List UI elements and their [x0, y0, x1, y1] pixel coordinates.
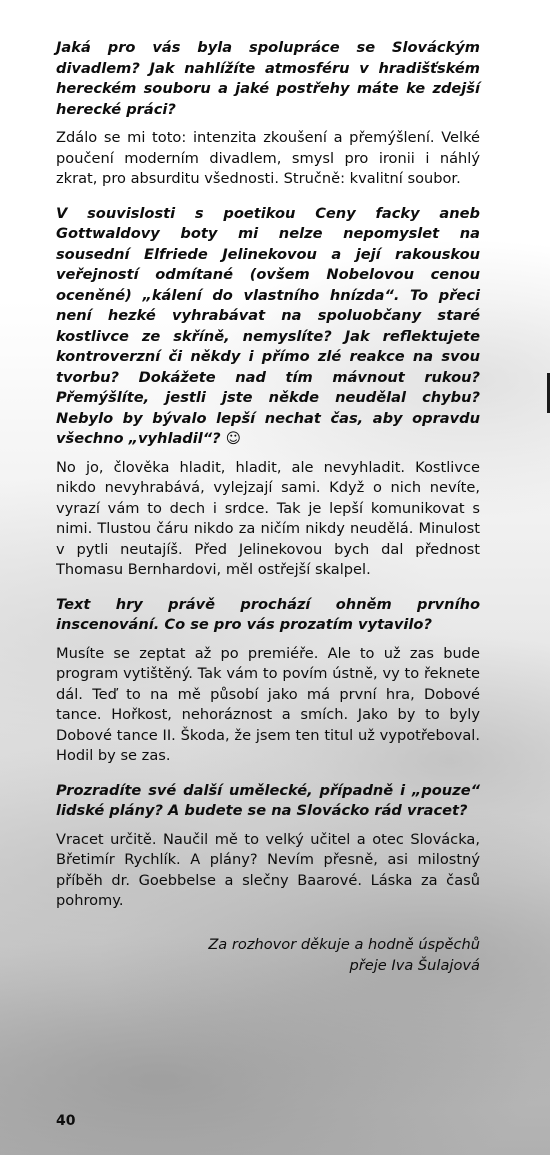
interview-question: Jaká pro vás byla spolupráce se Slováckým divadlem? Jak nahlížíte atmosféru v hradišťském hereckém souboru a jaké postřehy máte ke zdejší herecké práci?: [56, 39, 480, 118]
interview-block-2: [56, 204, 480, 581]
interview-answer: Vracet určitě. Naučil mě to velký učitel a otec Slovácka, Břetimír Rychlík. A plány? Nevím přesně, asi milostný příběh dr. Goebbelse a slečny Baarové. Láska za časů pohromy.: [56, 830, 480, 909]
interview-answer: Zdálo se mi toto: intenzita zkoušení a přemýšlení. Velké poučení moderním divadlem, smysl pro ironii i náhlý zkrat, pro absurditu všednosti. Stručně: kvalitní soubor.: [56, 129, 480, 187]
signature-line-author: přeje Iva Šulajová: [349, 956, 480, 974]
interview-signature: [56, 934, 480, 976]
interview-question: V souvislosti s poetikou Ceny facky aneb Gottwaldovy boty mi nelze nepomyslet na sousední Elfriede Jelinekovou a její rakouskou veřejností odmítané (ovšem Nobelovou cenou oceněné) „kálení do vlastního hnízda“. To přeci není hezké vyhrabávat na spoluobčany staré kostlivce ze skříně, nemyslíte? Jak reflektujete kontroverzní či někdy i přímo zlé reakce na svou tvorbu? Dokážete nad tím mávnout rukou? Přemýšlíte, jestli jste někde neudělal chybu? Nebylo by bývalo lepší nechat čas, aby opravdu všechno „vyhladil“? ☺: [56, 204, 480, 447]
interview-page: [56, 38, 480, 976]
page-number: 40: [56, 1113, 76, 1129]
interview-question: Prozradíte své další umělecké, případně i „pouze“ lidské plány? A budete se na Slovácko rád vracet?: [56, 781, 480, 819]
interview-block-1: [56, 38, 480, 190]
interview-answer: Musíte se zeptat až po premiéře. Ale to už zas bude program vytištěný. Tak vám to povím ústně, vy to řeknete dál. Teď to na mě působí jako má první hra, Dobové tance. Hořkost, nehoráznost a smích. Jako by to byly Dobové tance II. Škoda, že jsem ten titul už vypotřeboval. Hodil by se zas.: [56, 644, 480, 764]
interview-block-4: [56, 781, 480, 912]
interview-block-3: [56, 595, 480, 767]
interview-answer: No jo, člověka hladit, hladit, ale nevyhladit. Kostlivce nikdo nevyhrabává, vylejzají sami. Když o nich nevíte, vyrazí vám to dech i srdce. Tak je lepší komunikovat s nimi. Tlustou čáru nikdo za ničím nikdy neudělá. Minulost v pytli neutajíš. Před Jelinekovou bych dal přednost Thomasu Bernhardovi, měl ostřejší skalpel.: [56, 458, 480, 578]
interview-question: Text hry právě prochází ohněm prvního inscenování. Co se pro vás prozatím vytavilo?: [56, 595, 480, 633]
signature-line-thanks: Za rozhovor děkuje a hodně úspěchů: [208, 935, 480, 953]
